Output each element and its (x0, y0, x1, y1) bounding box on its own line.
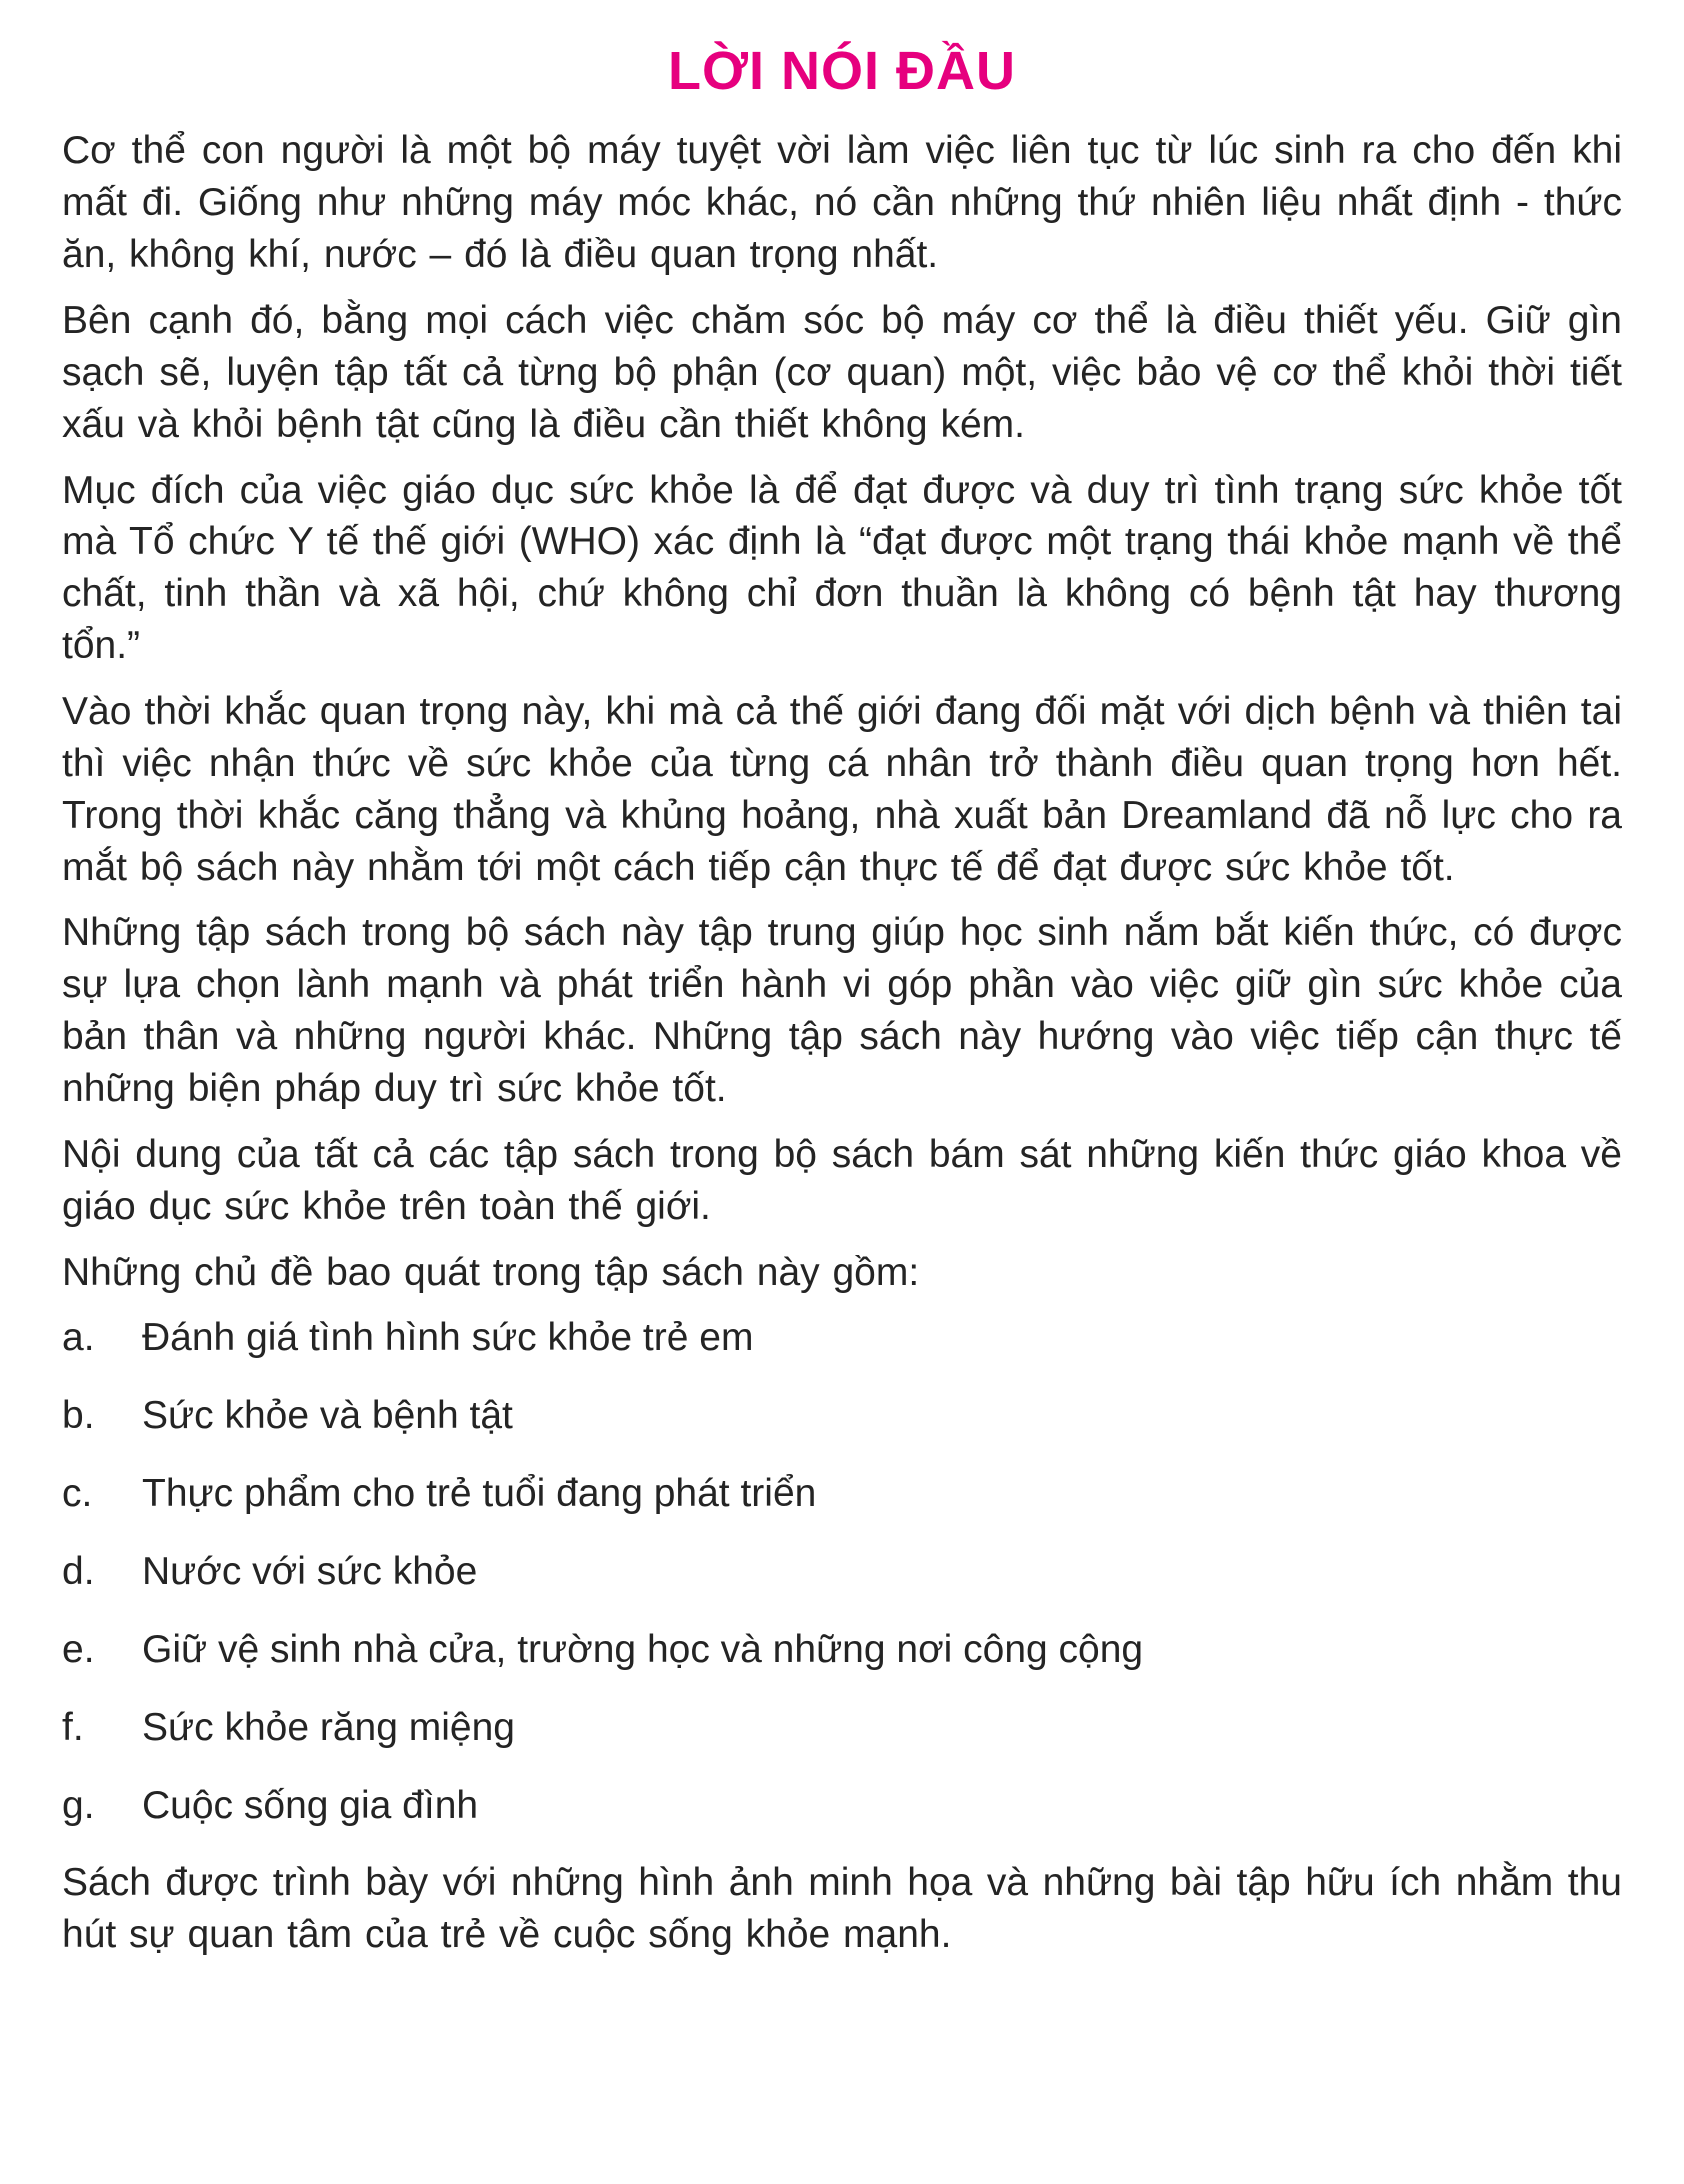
list-item-text: Đánh giá tình hình sức khỏe trẻ em (142, 1316, 754, 1360)
list-item-label: e. (62, 1627, 95, 1671)
list-item (62, 1624, 1622, 1676)
page-title: LỜI NÓI ĐẦU (667, 41, 1017, 101)
list-item-text: Sức khỏe và bệnh tật (142, 1394, 513, 1438)
list-item (62, 1390, 1622, 1442)
list-item (62, 1468, 1622, 1520)
list-item-text: Sức khỏe răng miệng (142, 1705, 515, 1749)
list-item-text: Giữ vệ sinh nhà cửa, trường học và những nơi công cộng (142, 1627, 1144, 1671)
list-item (62, 1702, 1622, 1754)
paragraph-who-definition: Mục đích của việc giáo dục sức khỏe là để đạt được và duy trì tình trạng sức khỏe tốt mà Tổ chức Y tế thế giới (WHO) xác định là “đạt được một trạng thái khỏe mạnh về thể chất, tinh thần và xã hội, chứ không chỉ đơn thuần là không có bệnh tật hay thương tổn.” (62, 468, 1622, 668)
list-item-label: b. (62, 1394, 95, 1438)
list-item (62, 1546, 1622, 1598)
list-item (62, 1780, 1622, 1832)
paragraph-care-of-body: Bên cạnh đó, bằng mọi cách việc chăm sóc bộ máy cơ thể là điều thiết yếu. Giữ gìn sạch sẽ, luyện tập tất cả từng bộ phận (cơ quan) một, việc bảo vệ cơ thể khỏi thời tiết xấu và khỏi bệnh tật cũng là điều cần thiết không kém. (62, 298, 1622, 446)
list-item (62, 1312, 1622, 1364)
paragraph-publisher-dreamland: Vào thời khắc quan trọng này, khi mà cả thế giới đang đối mặt với dịch bệnh và thiên tai thì việc nhận thức về sức khỏe của từng cá nhân trở thành điều quan trọng hơn hết. Trong thời khắc căng thẳng và khủng hoảng, nhà xuất bản Dreamland đã nỗ lực cho ra mắt bộ sách này nhằm tới một cách tiếp cận thực tế để đạt được sức khỏe tốt. (62, 689, 1622, 889)
list-item-label: g. (62, 1783, 95, 1827)
list-item-text: Thực phẩm cho trẻ tuổi đang phát triển (142, 1472, 817, 1516)
list-item-label: c. (62, 1472, 93, 1516)
list-item-label: f. (62, 1705, 84, 1749)
topics-list (62, 1312, 1622, 1831)
closing-paragraph: Sách được trình bày với những hình ảnh minh họa và những bài tập hữu ích nhằm thu hút sự quan tâm của trẻ về cuộc sống khỏe mạnh. (62, 1861, 1622, 1957)
list-item-text: Cuộc sống gia đình (142, 1783, 479, 1827)
list-item-text: Nước với sức khỏe (142, 1550, 478, 1594)
list-item-label: d. (62, 1550, 95, 1594)
list-item-label: a. (62, 1316, 95, 1360)
paragraph-content-scope: Nội dung của tất cả các tập sách trong bộ sách bám sát những kiến thức giáo khoa về giáo dục sức khỏe trên toàn thế giới. (62, 1132, 1622, 1228)
paragraph-topics-lead-in: Những chủ đề bao quát trong tập sách này gồm: (62, 1250, 920, 1294)
paragraph-books-purpose: Những tập sách trong bộ sách này tập trung giúp học sinh nắm bắt kiến thức, có được sự lựa chọn lành mạnh và phát triển hành vi góp phần vào việc giữ gìn sức khỏe của bản thân và những người khác. Những tập sách này hướng vào việc tiếp cận thực tế những biện pháp duy trì sức khỏe tốt. (62, 911, 1622, 1110)
paragraph-intro-body-machine: Cơ thể con người là một bộ máy tuyệt vời làm việc liên tục từ lúc sinh ra cho đến khi mất đi. Giống như những máy móc khác, nó cần những thứ nhiên liệu nhất định - thức ăn, không khí, nước – đó là điều quan trọng nhất. (62, 129, 1622, 277)
